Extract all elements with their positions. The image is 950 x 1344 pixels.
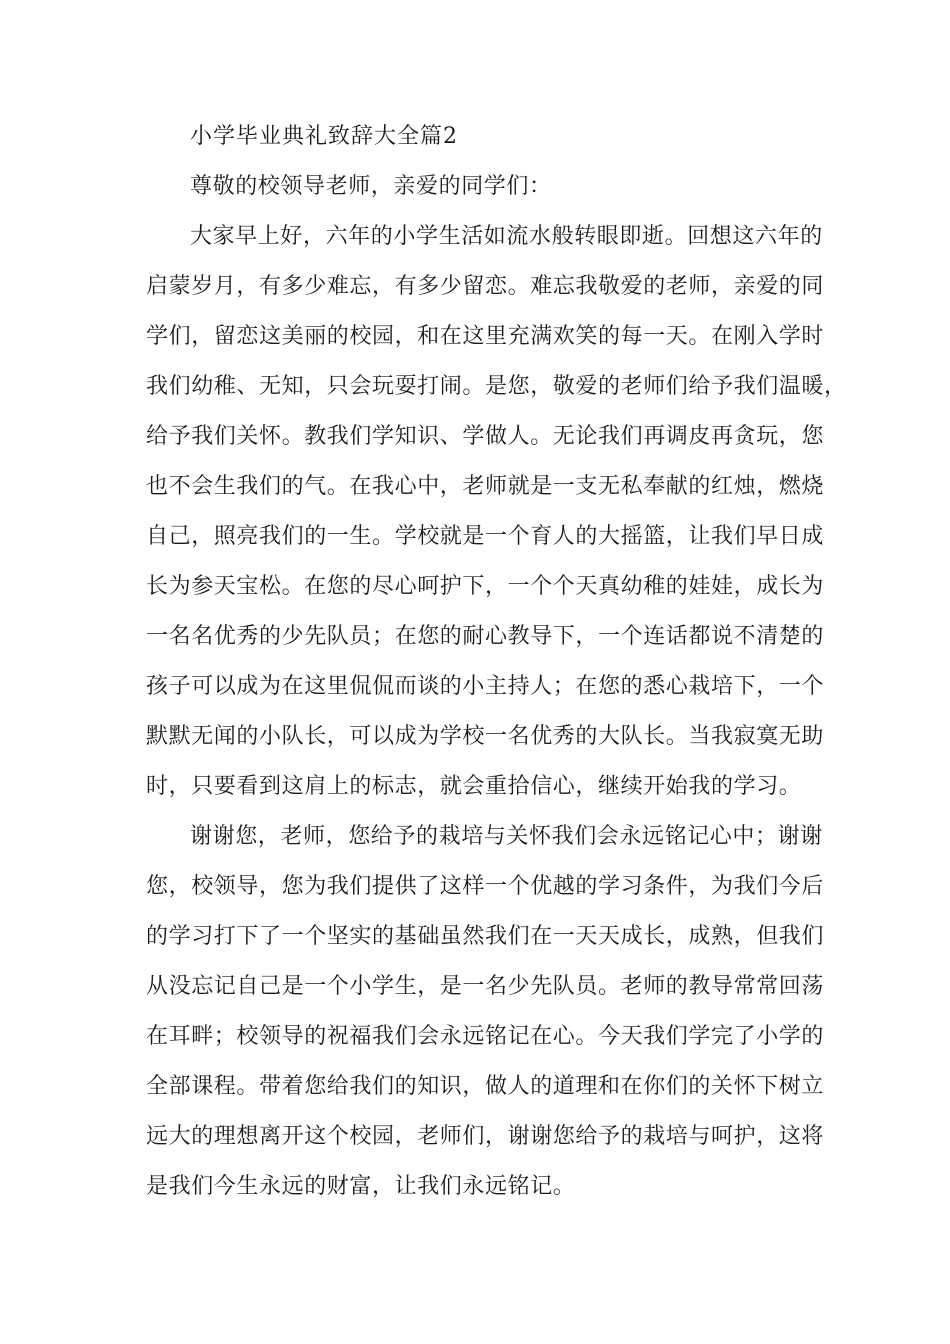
paragraph-2-line: 从没忘记自己是一个小学生，是一名少先队员。老师的教导常常回荡 (146, 974, 825, 999)
paragraph-1-line: 默默无闻的小队长，可以成为学校一名优秀的大队长。当我寂寞无助 (146, 724, 825, 749)
paragraph-1-line: 大家早上好，六年的小学生活如流水般转眼即逝。回想这六年的 (190, 224, 823, 249)
paragraph-1-line: 时，只要看到这肩上的标志，就会重拾信心，继续开始我的学习。 (146, 774, 802, 799)
paragraph-1-line: 长为参天宝松。在您的尽心呵护下，一个个天真幼稚的娃娃，成长为 (146, 574, 825, 599)
paragraph-1-line: 学们，留恋这美丽的校园，和在这里充满欢笑的每一天。在刚入学时 (146, 324, 825, 349)
paragraph-2-line: 谢谢您，老师，您给予的栽培与关怀我们会永远铭记心中；谢谢 (190, 824, 823, 849)
paragraph-1-line: 我们幼稚、无知，只会玩耍打闹。是您，敬爱的老师们给予我们温暖， (146, 374, 847, 399)
paragraph-1-line: 一名名优秀的少先队员；在您的耐心教导下，一个连话都说不清楚的 (146, 624, 825, 649)
paragraph-2-line: 的学习打下了一个坚实的基础虽然我们在一天天成长，成熟，但我们 (146, 924, 825, 949)
paragraph-2-line: 在耳畔；校领导的祝福我们会永远铭记在心。今天我们学完了小学的 (146, 1024, 825, 1049)
paragraph-1-line: 自己，照亮我们的一生。学校就是一个育人的大摇篮，让我们早日成 (146, 524, 825, 549)
paragraph-2-line: 您，校领导，您为我们提供了这样一个优越的学习条件，为我们今后 (146, 874, 825, 899)
paragraph-2-line: 远大的理想离开这个校园，老师们，谢谢您给予的栽培与呵护，这将 (146, 1124, 825, 1149)
paragraph-1-line: 孩子可以成为在这里侃侃而谈的小主持人；在您的悉心栽培下，一个 (146, 674, 825, 699)
paragraph-1-line: 给予我们关怀。教我们学知识、学做人。无论我们再调皮再贪玩，您 (146, 424, 825, 449)
document-title: 小学毕业典礼致辞大全篇2 (190, 124, 458, 149)
paragraph-1-line: 也不会生我们的气。在我心中，老师就是一支无私奉献的红烛，燃烧 (146, 474, 825, 499)
paragraph-2-line: 全部课程。带着您给我们的知识，做人的道理和在你们的关怀下树立 (146, 1074, 825, 1099)
paragraph-1-line: 启蒙岁月，有多少难忘，有多少留恋。难忘我敬爱的老师，亲爱的同 (146, 274, 825, 299)
salutation: 尊敬的校领导老师，亲爱的同学们： (190, 174, 552, 199)
paragraph-2-line: 是我们今生永远的财富，让我们永远铭记。 (146, 1174, 576, 1199)
